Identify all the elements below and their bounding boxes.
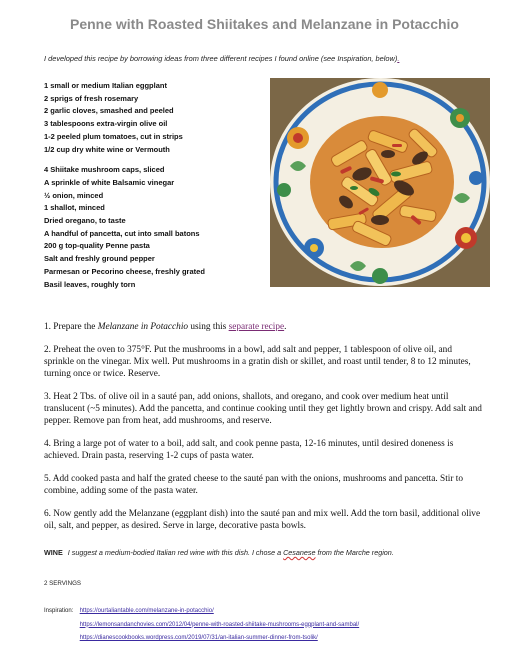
inspiration-link[interactable]: https://ourtaliantable.com/melanzane-in-potacchio/ [79, 608, 214, 614]
intro-text [44, 54, 399, 63]
ingredient-item: Basil leaves, roughly torn [44, 279, 136, 289]
ingredient-item: 1 shallot, minced [44, 203, 105, 213]
step-4: 4. Bring a large pot of water to a boil, add salt, and cook penne pasta, 12-16 minutes, until desired doneness is achieved. Drain pasta, reserving 1-2 cups of pasta water. [44, 439, 454, 461]
inspiration-row [44, 605, 359, 619]
inspiration-link[interactable]: https://dianescookbooks.wordpress.com/2019/07/31/an-italian-summer-dinner-from-tsolik/ [79, 635, 318, 641]
step-6: 6. Now gently add the Melanzane (eggplant dish) into the sauté pan and mix well. Add the torn basil, additional olive oil, salt, and pepper, as desired. Serve in large, decorative pasta bowls. [44, 509, 481, 531]
intro-main: I developed this recipe by borrowing ideas from three different recipes I found online (see Inspiration, below) [44, 54, 398, 63]
ingredient-item: 1-2 peeled plum tomatoes, cut in strips [44, 131, 183, 141]
ingredient-item: 3 tablespoons extra-virgin olive oil [44, 119, 168, 129]
wine-text-post: from the Marche region. [315, 548, 394, 557]
servings: 2 SERVINGS [44, 580, 82, 587]
ingredient-item: 4 Shiitake mushroom caps, sliced [44, 165, 165, 175]
pasta-dish-photo [270, 78, 490, 287]
ingredient-item: 1 small or medium Italian eggplant [44, 81, 167, 90]
step-1-dish-name: Melanzane in Potacchio [97, 322, 189, 332]
ingredients-list [44, 80, 269, 291]
pasta-dish-image [270, 78, 490, 287]
inspiration-row [44, 619, 359, 633]
inspiration-label: Inspiration: [44, 608, 74, 614]
wine-note [44, 548, 394, 557]
ingredient-item: 2 sprigs of fresh rosemary [44, 93, 139, 103]
separate-recipe-link[interactable]: separate recipe [228, 322, 285, 332]
ingredient-item: Salt and freshly ground pepper [44, 254, 155, 264]
step-3: 3. Heat 2 Tbs. of olive oil in a sauté pan, add onions, shallots, and oregano, and cook over medium heat until translucent (~5 minutes). Add the pancetta, and continue cooking until they get lightly brown and crispy. Add salt and pepper. Remove pan from heat, add mushrooms, and reserve. [44, 392, 482, 426]
instructions [44, 321, 484, 543]
step-5: 5. Add cooked pasta and half the grated cheese to the sauté pan with the onions, mushrooms and pancetta. Stir to combine, adding some of the pasta water. [44, 474, 464, 496]
inspiration-section [44, 605, 359, 646]
ingredient-item: Parmesan or Pecorino cheese, freshly grated [44, 266, 205, 276]
ingredient-item: ½ onion, minced [44, 190, 104, 200]
ingredient-item: Dried oregano, to taste [44, 216, 126, 226]
ingredient-item: A sprinkle of white Balsamic vinegar [44, 177, 175, 187]
step-1-post: . [284, 322, 287, 332]
ingredient-item: 200 g top-quality Penne pasta [44, 241, 150, 251]
ingredient-item: A handful of pancetta, cut into small batons [44, 228, 200, 238]
recipe-title: Penne with Roasted Shiitakes and Melanzane in Potacchio [70, 16, 459, 32]
wine-text-pre: I suggest a medium-bodied Italian red wine with this dish. I chose a [67, 548, 284, 557]
step-2: 2. Preheat the oven to 375°F. Put the mushrooms in a bowl, add salt and pepper, 1 tablespoon of olive oil, and sprinkle on the vinegar. Mix well. Put mushrooms in a gratin dish or skillet, and roast until tender, 8 to 12 minutes, turning once or twice. Reserve. [44, 345, 471, 379]
step-1-mid: using this [188, 322, 229, 332]
intro-tail: . [397, 54, 400, 63]
inspiration-row [44, 632, 359, 646]
wine-name: Cesanese [283, 548, 316, 557]
ingredient-item: 1/2 cup dry white wine or Vermouth [44, 144, 170, 154]
ingredient-item: 2 garlic cloves, smashed and peeled [44, 106, 174, 116]
step-1-pre: 1. Prepare the [44, 322, 98, 332]
wine-label: WINE [44, 548, 63, 557]
step-1 [44, 321, 484, 333]
inspiration-link[interactable]: https://lemonsandanchovies.com/2012/04/penne-with-roasted-shiitake-mushrooms-eggplant-and-sambal/ [79, 621, 360, 628]
